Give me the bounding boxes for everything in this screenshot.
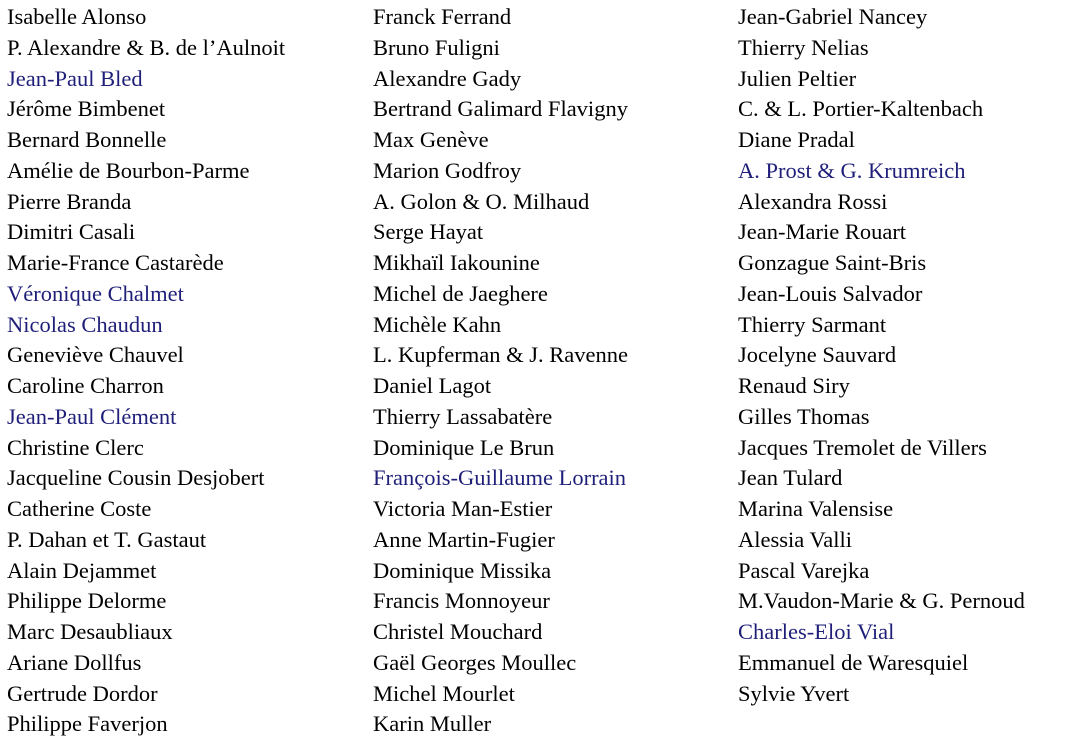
author-name: Ariane Dollfus: [7, 649, 142, 675]
author-name: L. Kupferman & J. Ravenne: [373, 342, 628, 368]
author-name: A. Golon & O. Milhaud: [373, 188, 590, 214]
author-link[interactable]: Nicolas Chaudun: [7, 311, 163, 337]
author-name: Sylvie Yvert: [738, 680, 850, 706]
author-name: Thierry Sarmant: [738, 311, 887, 337]
author-name: Michèle Kahn: [373, 311, 502, 337]
author-name: Mikhaïl Iakounine: [373, 250, 540, 275]
author-name: Bruno Fuligni: [373, 34, 500, 60]
name-column-3: [738, 2, 1025, 709]
name-column-2: [373, 2, 628, 740]
author-name: Gertrude Dordor: [7, 680, 158, 706]
author-name: Victoria Man-Estier: [373, 496, 553, 521]
author-link[interactable]: François-Guillaume Lorrain: [373, 465, 627, 491]
author-name: Jocelyne Sauvard: [738, 342, 897, 368]
author-link[interactable]: Véronique Chalmet: [7, 280, 184, 306]
author-name: Alexandra Rossi: [738, 188, 888, 214]
author-name: Caroline Charron: [7, 373, 164, 398]
author-name: Marion Godfroy: [373, 157, 522, 183]
author-name: Jérôme Bimbenet: [7, 96, 166, 122]
author-name: Michel Mourlet: [373, 680, 515, 706]
author-name: Franck Ferrand: [373, 4, 512, 29]
author-name: Gaël Georges Moullec: [373, 649, 577, 675]
author-name: Jacqueline Cousin Desjobert: [7, 465, 265, 491]
name-column-1: [7, 2, 285, 740]
author-link[interactable]: Jean-Paul Bled: [7, 65, 143, 91]
author-name: C. & L. Portier-Kaltenbach: [738, 96, 984, 122]
author-name: Marina Valensise: [738, 496, 894, 521]
author-name: P. Dahan et T. Gastaut: [7, 526, 207, 552]
author-name: Serge Hayat: [373, 219, 484, 245]
author-name: Jean-Louis Salvador: [738, 280, 923, 306]
author-link[interactable]: Jean-Paul Clément: [7, 403, 177, 429]
author-name: Gonzague Saint-Bris: [738, 250, 927, 275]
author-name: Jacques Tremolet de Villers: [738, 434, 987, 460]
author-name: Thierry Nelias: [738, 34, 869, 60]
author-name: Pierre Branda: [7, 188, 132, 214]
author-name: P. Alexandre & B. de l’Aulnoit: [7, 34, 286, 60]
author-name: Thierry Lassabatère: [373, 403, 553, 429]
author-link[interactable]: A. Prost & G. Krumreich: [738, 157, 966, 183]
author-name: Catherine Coste: [7, 496, 152, 521]
author-name: Daniel Lagot: [373, 373, 492, 398]
author-name: Alain Dejammet: [7, 557, 157, 583]
author-name: Geneviève Chauvel: [7, 342, 184, 368]
author-name: Michel de Jaeghere: [373, 280, 548, 306]
author-name: Emmanuel de Waresquiel: [738, 649, 969, 675]
author-name: Marc Desaubliaux: [7, 619, 173, 644]
author-name: Jean-Marie Rouart: [738, 219, 907, 245]
author-name: Dominique Le Brun: [373, 434, 555, 460]
author-name: Julien Peltier: [738, 65, 857, 91]
author-name: Alexandre Gady: [373, 65, 522, 91]
author-link[interactable]: Charles-Eloi Vial: [738, 619, 895, 644]
author-name: Diane Pradal: [738, 127, 855, 152]
author-name: Karin Muller: [373, 711, 492, 737]
author-name: M.Vaudon-Marie & G. Pernoud: [738, 588, 1025, 614]
author-name: Jean-Gabriel Nancey: [738, 4, 928, 29]
author-name: Marie-France Castarède: [7, 250, 224, 275]
author-name: Alessia Valli: [738, 526, 852, 552]
author-name: Bernard Bonnelle: [7, 127, 167, 152]
author-name: Amélie de Bourbon-Parme: [7, 157, 250, 183]
author-name: Bertrand Galimard Flavigny: [373, 96, 628, 122]
author-name: Max Genève: [373, 127, 489, 152]
author-name: Philippe Delorme: [7, 588, 167, 614]
author-name: Dominique Missika: [373, 557, 552, 583]
author-name: Gilles Thomas: [738, 403, 870, 429]
author-name: Christine Clerc: [7, 434, 144, 460]
author-name: Christel Mouchard: [373, 619, 543, 644]
author-name: Pascal Varejka: [738, 557, 870, 583]
author-name: Renaud Siry: [738, 373, 850, 398]
author-name: Dimitri Casali: [7, 219, 136, 245]
author-name: Jean Tulard: [738, 465, 843, 491]
author-name: Philippe Faverjon: [7, 711, 168, 737]
author-name: Isabelle Alonso: [7, 4, 147, 29]
author-name: Anne Martin-Fugier: [373, 526, 555, 552]
author-name: Francis Monnoyeur: [373, 588, 550, 614]
